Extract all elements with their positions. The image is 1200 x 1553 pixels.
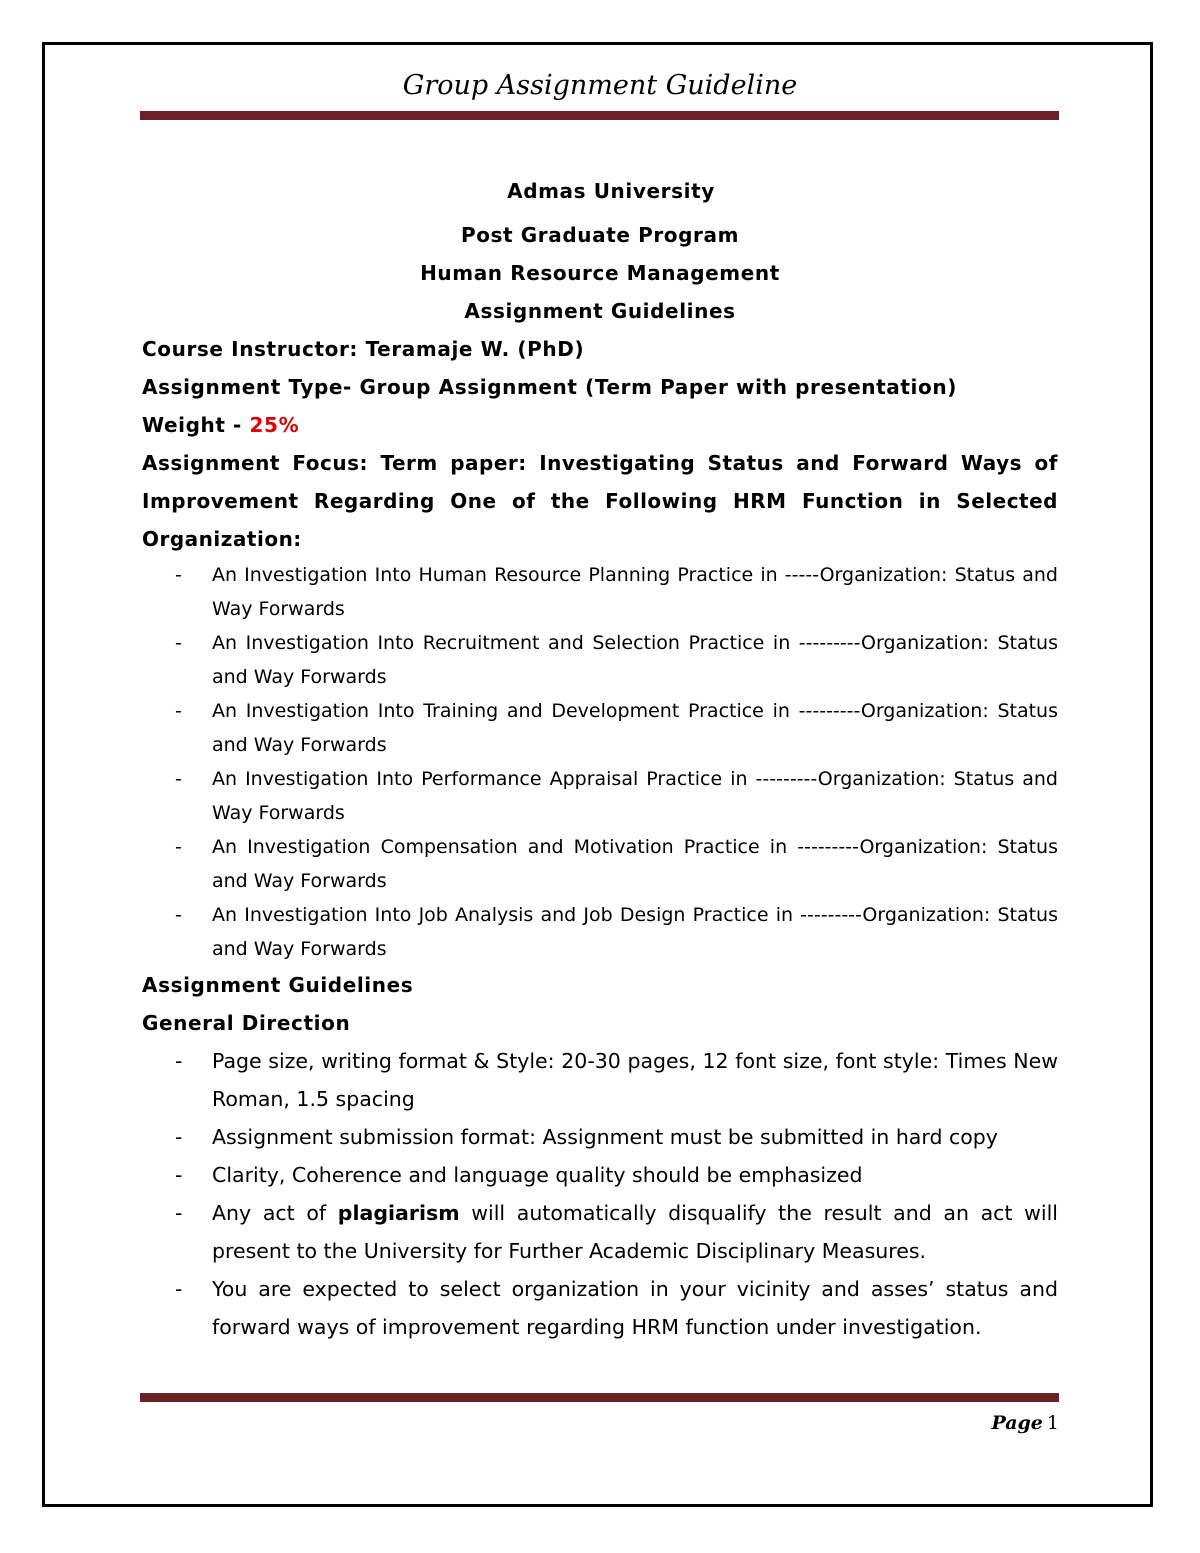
bullet-dash: - bbox=[175, 1049, 183, 1073]
weight-value: 25% bbox=[249, 413, 300, 437]
header-rule bbox=[140, 111, 1059, 120]
bullet-dash: - bbox=[175, 768, 182, 790]
assignment-focus: Assignment Focus: Term paper: Investigating Status and Forward Ways of Improvement Regarding One of the Following HRM Function in Selected Organization: bbox=[142, 451, 1058, 551]
guidelines-heading: Assignment Guidelines bbox=[142, 973, 414, 997]
instructor-label: Course Instructor: bbox=[142, 337, 359, 361]
weight-line bbox=[142, 406, 1058, 444]
bullet-dash: - bbox=[175, 632, 182, 654]
plagiarism-emphasis: plagiarism bbox=[337, 1201, 460, 1225]
list-item: - Any act of plagiarism will automatically disqualify the result and an act will present to the University for Further Academic Disciplinary Measures. bbox=[142, 1194, 1058, 1270]
list-item: - An Investigation Into Recruitment and Selection Practice in ---------Organization: Status and Way Forwards bbox=[142, 626, 1058, 694]
program-name: Post Graduate Program bbox=[460, 223, 740, 247]
list-item: - Assignment submission format: Assignment must be submitted in hard copy bbox=[142, 1118, 1058, 1156]
bullet-dash: - bbox=[175, 1201, 183, 1225]
department-name: Human Resource Management bbox=[420, 261, 780, 285]
bullet-dash: - bbox=[175, 1125, 183, 1149]
header-title: Group Assignment Guideline bbox=[402, 70, 798, 101]
topic-list bbox=[142, 558, 1058, 966]
instructor-value: Teramaje W. (PhD) bbox=[365, 337, 585, 361]
list-item: - An Investigation Into Human Resource Planning Practice in -----Organization: Status and Way Forwards bbox=[142, 558, 1058, 626]
list-item: - You are expected to select organization in your vicinity and asses’ status and forward ways of improvement regarding HRM function under investigation. bbox=[142, 1270, 1058, 1346]
bullet-dash: - bbox=[175, 904, 182, 926]
bullet-dash: - bbox=[175, 836, 182, 858]
page-label: Page bbox=[991, 1412, 1043, 1434]
weight-label: Weight - bbox=[142, 413, 242, 437]
footer-rule bbox=[140, 1393, 1059, 1402]
document-body bbox=[142, 172, 1058, 1346]
bullet-dash: - bbox=[175, 700, 182, 722]
page-footer bbox=[991, 1412, 1059, 1434]
general-direction-heading: General Direction bbox=[142, 1011, 351, 1035]
direction-list bbox=[142, 1042, 1058, 1346]
bullet-dash: - bbox=[175, 1163, 183, 1187]
university-name: Admas University bbox=[507, 179, 715, 203]
bullet-dash: - bbox=[175, 1277, 183, 1301]
document-title: Assignment Guidelines bbox=[464, 299, 736, 323]
assignment-type: Assignment Type- Group Assignment (Term Paper with presentation) bbox=[142, 375, 957, 399]
list-item: - Clarity, Coherence and language quality should be emphasized bbox=[142, 1156, 1058, 1194]
bullet-dash: - bbox=[175, 564, 182, 586]
page-number: 1 bbox=[1046, 1412, 1059, 1434]
list-item: - An Investigation Into Training and Development Practice in ---------Organization: Status and Way Forwards bbox=[142, 694, 1058, 762]
list-item: - An Investigation Compensation and Motivation Practice in ---------Organization: Status and Way Forwards bbox=[142, 830, 1058, 898]
list-item: - Page size, writing format & Style: 20-30 pages, 12 font size, font style: Times New Roman, 1.5 spacing bbox=[142, 1042, 1058, 1118]
list-item: - An Investigation Into Performance Appraisal Practice in ---------Organization: Status and Way Forwards bbox=[142, 762, 1058, 830]
instructor-line bbox=[142, 330, 1058, 368]
list-item: - An Investigation Into Job Analysis and Job Design Practice in ---------Organization: Status and Way Forwards bbox=[142, 898, 1058, 966]
